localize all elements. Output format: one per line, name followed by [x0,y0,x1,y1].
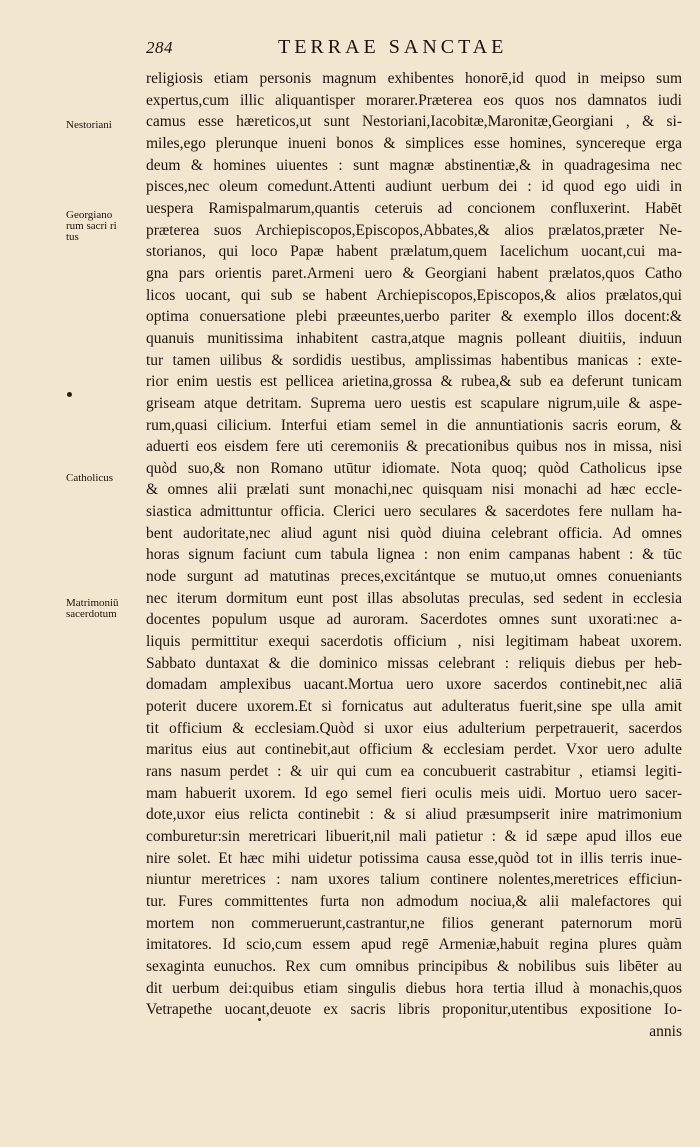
text-line: tit officium & ecclesiam.Quòd si uxor eius adulterium perpetrauerit, sacerdos [146,719,682,737]
text-line: imitatores. Id scio,cum essem apud regē Armeniæ,habuit regina plures quàm [146,936,682,954]
text-line: domadam amplexibus uacant.Mortua uero uxore sacerdos continebit,nec aliā [146,676,682,694]
text-line: poterit ducere uxorem.Et si fornicatus aut adulteratus fuerit,sine spe ulla amit [146,698,682,716]
text-line: præterea suos Archiepiscopos,Episcopos,Abbates,& alios prælatos,præter Ne- [146,221,682,239]
text-line: tur. Fures committentes furta non admodum nociua,& alii malefactores qui [146,892,682,910]
text-line: aduerti eos eisdem fere uti ceremoniis & precationibus quibus nos in missa, nisi [146,438,682,456]
text-line: quòd suo,& non Romano utūtur idiomate. Nota quoq; quòd Catholicus ipse [146,459,682,477]
margin-note-line: sacerdotum [66,608,117,620]
text-line: nec iterum dormitum eunt post illas absolutas preculas, sed sedent in ecclesia [146,589,682,607]
text-line: siastica admittuntur officia. Clerici uero seculares & sacerdotes fere nullam ha- [146,503,682,521]
running-head: TERRAE SANCTAE [278,36,508,58]
text-line: mortem non commeruerunt,castrantur,ne filios generant paternorum morū [146,914,682,932]
margin-note-line: Catholicus [66,472,114,484]
page-number: 284 [146,38,173,57]
text-line: sexaginta eunuchos. Rex cum omnibus principibus & nobilibus suis libēter au [146,957,682,975]
margin-note-line: Nestoriani [66,119,112,131]
text-line: liquis permittitur exequi sacerdotis officium , nisi legitimam habeat uxorem. [146,633,682,651]
text-line: rum,quasi cilicium. Interfui etiam semel in die annuntiationis sacris eorum, & [146,416,682,434]
margin-note-line: rum sacri ri [66,220,117,232]
text-line: annis [649,1022,682,1040]
text-line: griseam atque detritam. Suprema uero uestis est scapulare nigrum,uile & aspe- [146,394,682,412]
text-line: mam habuerit uxorem. Id ego semel fieri oculis meis uidi. Mortuo uero sacer- [146,784,682,802]
text-line: rans nasum perdet : & uir qui cum ea concubuerit castrabitur , etiamsi legiti- [146,763,682,780]
body-text [146,68,682,1043]
margin-note-line: tus [66,231,79,243]
text-line: bent audoritate,nec aliud agunt nisi quòd diuina celebrant officia. Ad omnes [146,524,682,542]
text-line: religiosis etiam personis magnum exhibentes honorē,id quod in meipso sum [146,70,682,87]
text-line: niuntur meretrices : nam uxores talium continere nolentes,meretrices efficiun- [146,871,682,889]
text-line: deum & homines uiuentes : sunt magnæ abstinentiæ,& in quadragesima nec [146,156,682,174]
text-line: dit uerbum dei:quibus etiam singulis diebus hora tertia illud à monachis,quos [146,979,682,997]
margin-note-line: Georgiano [66,209,113,221]
text-line: dote,uxor eius relicta continebit : & si aliud præsumpserit inire matrimonium [146,806,682,824]
margin-note-nestoriani [66,120,112,131]
text-line: quanuis munitissima inhabitent castra,atque magnis polleant diuitiis, induun [146,329,682,347]
text-line: node surgunt ad matutinas preces,excitántque se mutuo,ut omnes conueniants [146,568,682,586]
margin-note-georgiani [66,210,117,243]
text-line: maritus eius aut continebit,aut officium & ecclesiam perdet. Vxor uero adulte [146,741,682,759]
text-line: camus esse hæreticos,ut sunt Nestoriani,Iacobitæ,Maronitæ,Georgiani , & si- [146,113,682,131]
text-line: uespera Ramispalmarum,quantis ceteruis ad concionem confluxerint. Habēt [146,199,682,217]
margin-note-line: Matrimoniū [66,597,119,609]
text-line: miles,ego plerunque inueni bonos & simplices esse homines, syncereque erga [146,134,682,152]
text-line: optima conuersatione plebi præeuntes,uerbo pariter & exemplo illos docent:& [146,308,682,326]
text-line: Sabbato duntaxat & die dominico missas celebrant : reliquis diebus per heb- [146,654,682,672]
page-header [0,38,700,60]
text-line: docentes populum usque ad auroram. Sacerdotes omnes sunt uxorati:nec a- [146,611,682,629]
text-line: & omnes alii prælati sunt monachi,nec quisquam nisi monachi ad hæc eccle- [146,481,682,499]
text-line: horas signum faciunt cum tabula lignea : non enim campanas habent : & tūc [146,546,682,564]
text-line: nire solet. Et hæc mihi uidetur potissima causa esse,quòd tot in illis terris inue- [146,849,682,867]
text-line: tur tamen uilibus & sordidis uestibus, amplissimas habentibus manicas : exte- [146,351,682,369]
ink-speck [67,392,72,397]
text-line: Vetrapethe uocant,deuote ex sacris libris proponitur,utentibus expositione Io- [146,1001,682,1019]
margin-note-catholicus [66,473,113,484]
text-line: expertus,cum illic aliquantisper morarer.Præterea eos quos nos damnatos iudi [146,91,682,109]
text-line: gna pars orientis paret.Armeni uero & Georgiani habent prælatos,quos Catho [146,264,682,282]
text-line: storianos, qui loco Papæ habent prælatum,quem Iacelichum uocant,cui ma- [146,243,682,261]
text-line: comburetur:sin meretricari libuerit,nil mali patietur : & id sæpe apud illos eue [146,827,682,845]
text-line: rior enim uestis est pellicea arietina,grossa & rubea,& sub ea deferunt tunicam [146,373,682,391]
margin-note-matrimonium [66,598,119,620]
text-line: pisces,nec oleum comedunt.Attenti audiunt uerbum dei : id quod ego uidi in [146,178,682,196]
text-line: licos uocant, qui sub se habent Archiepiscopos,Episcopos,& alios prælatos,qui [146,286,682,304]
